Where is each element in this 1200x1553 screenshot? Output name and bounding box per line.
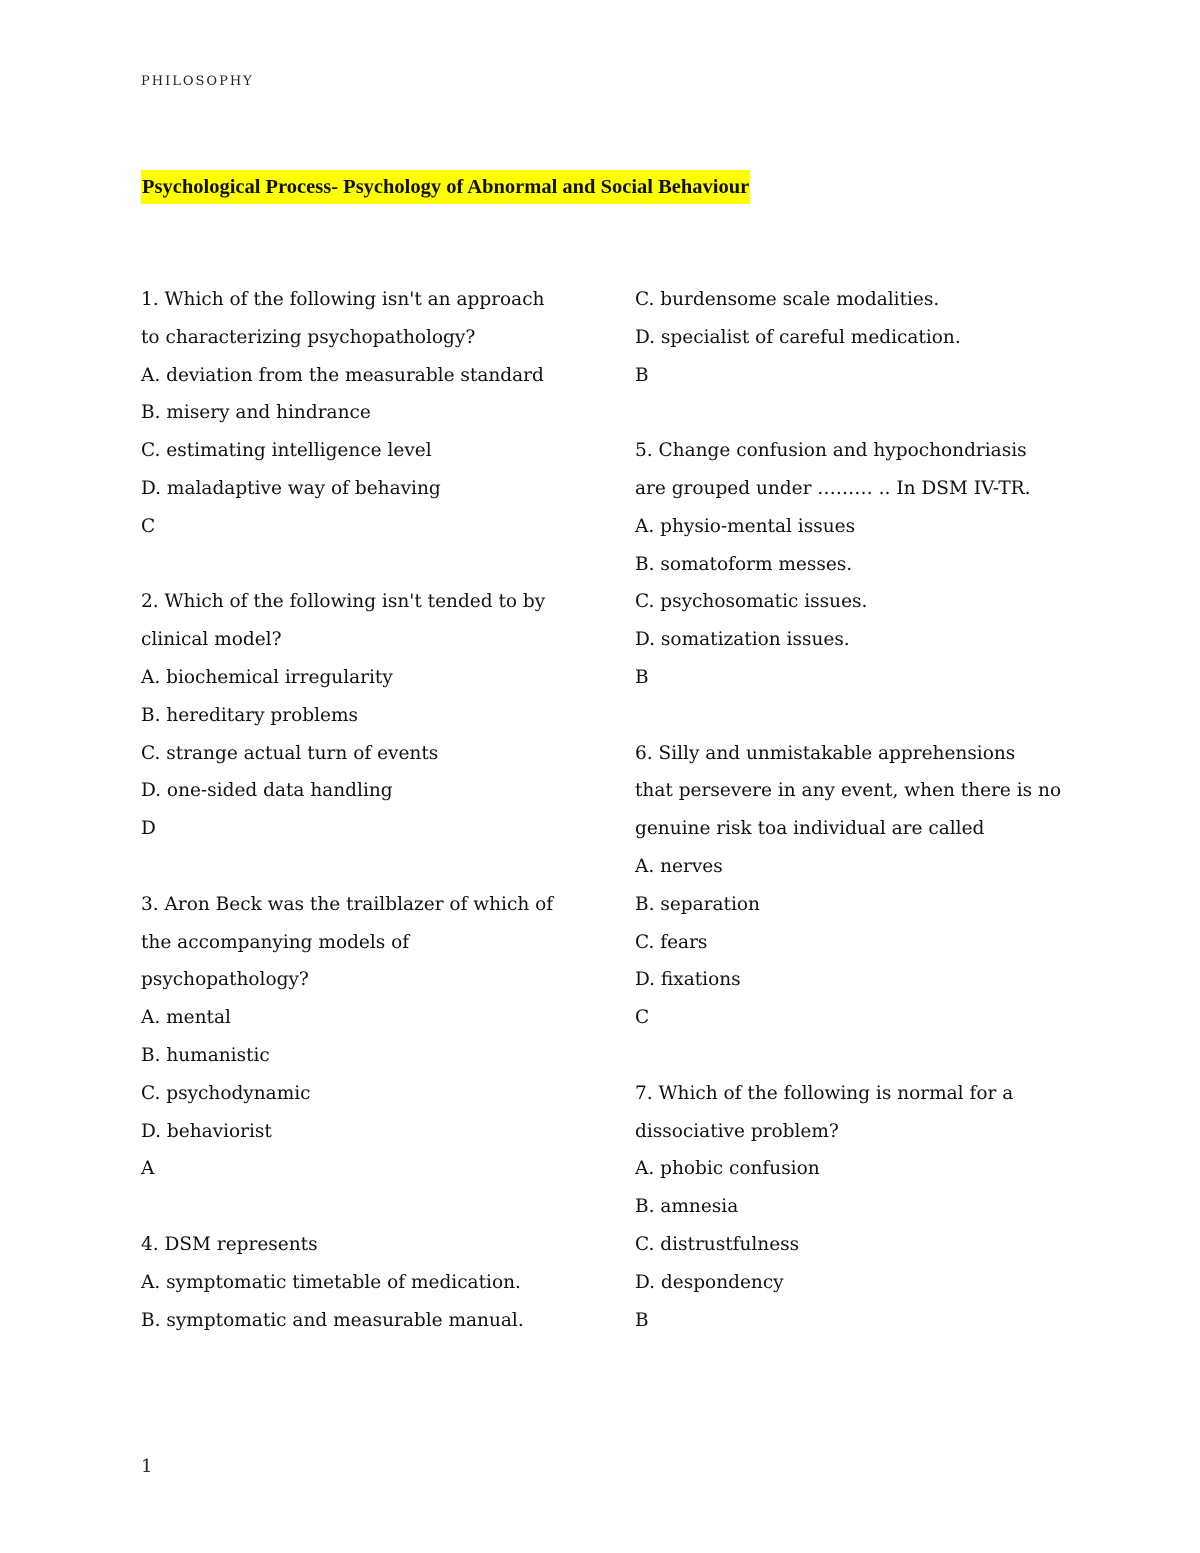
answer-option: B. misery and hindrance: [141, 402, 371, 424]
answer-option: D. despondency: [635, 1271, 784, 1293]
answer-key: C: [141, 515, 156, 537]
question-stem-line: are grouped under ……… .. In DSM IV-TR.: [635, 477, 1031, 499]
answer-option: A. biochemical irregularity: [141, 666, 393, 688]
answer-option: D. maladaptive way of behaving: [141, 477, 441, 499]
answer-option: B. humanistic: [141, 1044, 270, 1066]
answer-option: A. phobic confusion: [635, 1158, 820, 1180]
answer-option: C. burdensome scale modalities.: [635, 289, 940, 310]
question-block: [635, 735, 1085, 1037]
page-header: PHILOSOPHY: [141, 74, 254, 89]
question-block: [141, 583, 586, 848]
answer-option: D. specialist of careful medication.: [635, 326, 961, 348]
question-block: [635, 281, 1085, 394]
answer-key: C: [635, 1007, 650, 1029]
answer-key: D: [141, 818, 156, 840]
answer-option: D. fixations: [635, 969, 741, 991]
answer-option: A. symptomatic timetable of medication.: [141, 1271, 521, 1293]
answer-key: B: [635, 364, 649, 386]
answer-option: A. deviation from the measurable standard: [141, 364, 544, 386]
right-column: [635, 281, 1085, 1377]
answer-option: B. hereditary problems: [141, 704, 358, 726]
left-column: [141, 281, 586, 1377]
question-stem-line: genuine risk toa individual are called: [635, 818, 985, 840]
question-stem-line: dissociative problem?: [635, 1120, 839, 1142]
question-stem-line: psychopathology?: [141, 969, 309, 991]
question-stem-line: 1. Which of the following isn't an approach: [141, 289, 545, 310]
answer-option: C. psychosomatic issues.: [635, 591, 868, 613]
answer-option: C. psychodynamic: [141, 1082, 311, 1104]
question-stem-line: that persevere in any event, when there is no: [635, 780, 1062, 802]
question-stem-line: 6. Silly and unmistakable apprehensions: [635, 742, 1016, 764]
page-number: 1: [141, 1456, 153, 1477]
question-stem-line: clinical model?: [141, 629, 282, 651]
answer-option: D. somatization issues.: [635, 629, 850, 651]
answer-option: C. estimating intelligence level: [141, 440, 432, 462]
answer-option: A. physio-mental issues: [635, 515, 856, 537]
question-stem-line: 5. Change confusion and hypochondriasis: [635, 440, 1027, 462]
question-stem-line: 7. Which of the following is normal for a: [635, 1082, 1014, 1104]
answer-option: A. nerves: [635, 855, 723, 877]
question-stem-line: to characterizing psychopathology?: [141, 326, 476, 348]
answer-option: B. separation: [635, 893, 760, 915]
answer-key: A: [141, 1158, 155, 1180]
question-block: [141, 1226, 586, 1339]
question-block: [635, 432, 1085, 697]
answer-option: B. somatoform messes.: [635, 553, 853, 575]
question-stem-line: 2. Which of the following isn't tended to by: [141, 591, 546, 613]
answer-option: A. mental: [141, 1007, 231, 1029]
answer-key: B: [635, 1309, 649, 1331]
answer-key: B: [635, 666, 649, 688]
question-block: [141, 281, 586, 546]
question-stem-line: 3. Aron Beck was the trailblazer of which of: [141, 893, 554, 915]
answer-option: B. symptomatic and measurable manual.: [141, 1309, 524, 1331]
question-stem-line: 4. DSM represents: [141, 1233, 318, 1255]
answer-option: C. fears: [635, 931, 708, 953]
answer-option: D. one-sided data handling: [141, 780, 393, 802]
answer-option: C. distrustfulness: [635, 1233, 800, 1255]
page-title: Psychological Process- Psychology of Abnormal and Social Behaviour: [141, 170, 750, 204]
answer-option: D. behaviorist: [141, 1120, 272, 1142]
question-stem-line: the accompanying models of: [141, 931, 410, 953]
question-block: [635, 1075, 1085, 1340]
answer-option: C. strange actual turn of events: [141, 742, 439, 764]
question-block: [141, 886, 586, 1188]
answer-option: B. amnesia: [635, 1196, 739, 1218]
